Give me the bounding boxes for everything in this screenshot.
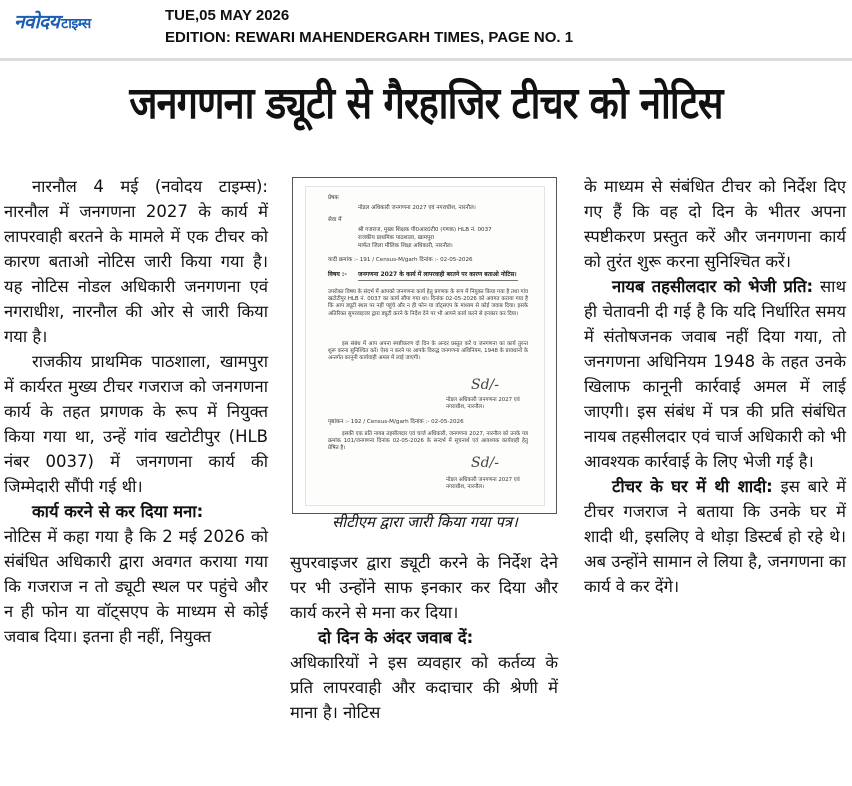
paragraph: अधिकारियों ने इस व्यवहार को कर्तव्य के प्रति लापरवाही और कदाचार की श्रेणी में माना है। नोटिस [290,653,558,722]
letter-memo: पृष्ठांकन :- 192 / Census-M/garh दिनांक :- 02-05-2026 [328,419,464,425]
article-column-1 [4,174,268,649]
letter-to-line: श्री गजराज, मुख्य शिक्षक पी0आर0टी0 (गणक) HLB नं. 0037 [358,227,492,233]
notice-letter-image [292,177,557,514]
letter-body: इसकी एक प्रति नायब तहसीलदार एवं चार्ज अधिकारी, जनगणना 2027, नारनौल को उनके पत्र क्रमांक 101/जनगणना दिनांक 02-05-2026 के सन्दर्भ में सूचनार्थ एवं आवश्यक कार्यवाही हेतु प्रेषित है। [328,431,528,452]
paragraph-text: साथ ही चेतावनी दी गई है कि यदि निर्धारित समय में संतोषजनक जवाब नहीं दिया गया, तो जनगणना अधिनियम 1948 के तहत उनके खिलाफ कानूनी कार्रवाई अमल में लाई जाएगी। इस संबंध में पत्र की प्रति संबंधित नायब तहसीलदार एवं चार्ज अधिकारी को भी आवश्यक कार्रवाई के लिए भेजी गई है। [584,277,846,471]
subheading: दो दिन के अंदर जवाब दें: [318,628,474,647]
logo-main-text: नवोदय [14,11,60,33]
letter-from-name: नोडल अधिकारी जनगणना 2027 एवं नगराधीश, नारनौल। [358,205,476,211]
paragraph [584,474,846,599]
paragraph: नोटिस में कहा गया है कि 2 मई 2026 को संबंधित अधिकारी द्वारा अवगत कराया गया कि गजराज न तो ड्यूटी स्थल पर पहुंचे और न ही फोन या वॉट्सएप के माध्यम से कोई जवाब दिया। इतना ही नहीं, नियुक्त [4,527,268,646]
paragraph: राजकीय प्राथमिक पाठशाला, खामपुरा में कार्यरत मुख्य टीचर गजराज को जनगणना कार्य के तहत प्रगणक के रूप में नियुक्त किया गया था, उन्हें गांव खटोटीपुर (HLB नंबर 0037) में जनगणना कार्य की जिम्मेदारी सौंपी गई थी। [4,352,268,496]
edition-date: TUE,05 MAY 2026 [165,7,290,24]
edition-info: EDITION: REWARI MAHENDERGARH TIMES, PAGE NO. 1 [165,29,574,46]
paragraph [584,274,846,474]
letter-memo: यादी क्रमांक :- 191 / Census-M/garh दिनांक :- 02-05-2026 [328,257,473,263]
paragraph: नारनौल 4 मई (नवोदय टाइम्स): नारनौल में जनगणना 2027 के कार्य में लापरवाही बरतने के मामले में एक टीचर को कारण बताओ नोटिस जारी किया गया है। यह नोटिस नोडल अधिकारी जनगणना एवं नगराधीश, नारनौल की ओर से जारी किया गया है। [4,177,268,346]
logo-sub-text: टाइम्स [61,16,91,32]
signature: Sd/- [471,455,499,471]
letter-subject-label: विषय :- [328,271,347,278]
paragraph: सुपरवाइजर द्वारा ड्यूटी करने के निर्देश देने पर भी उन्होंने साफ इनकार कर दिया और कार्य करने से मना कर दिया। [290,553,558,622]
figure-caption: सीटीएम द्वारा जारी किया गया पत्र। [332,513,518,531]
header-divider [0,58,852,61]
letter-signatory: नोडल अधिकारी जनगणना 2027 एवं नगराधीश, नारनौल। [446,397,520,411]
page-header [0,0,852,58]
article-column-2 [290,550,558,725]
letter-body: उपरोक्त विषय के संदर्भ में आपको जनगणना कार्य हेतु प्रगणक के रूप में नियुक्त किया गया है तथा गांव खटोटीपुर HLB नं. 0037 का कार्य सौंपा गया था। दिनांक 02-05-2026 को अवगत कराया गया है कि आप ड्यूटी स्थल पर नहीं पहुंचे और न ही फोन या वॉट्सएप के माध्यम से कोई जवाब दिया। इसके अतिरिक्त सुपरवाइजर द्वारा ड्यूटी करने के निर्देश देने पर भी आपने कार्य करने से इनकार कर दिया। [328,289,528,317]
paragraph: के माध्यम से संबंधित टीचर को निर्देश दिए गए हैं कि वह दो दिन के भीतर अपना स्पष्टीकरण प्रस्तुत करें और जनगणना कार्य को तुरंत शुरू करना सुनिश्चित करें। [584,177,846,271]
article-column-3 [584,174,846,599]
letter-subject: जनगणना 2027 के कार्य में लापरवाही बरतने पर कारण बताओ नोटिस। [358,271,517,278]
letter-body: इस संबंध में आप अपना स्पष्टीकरण दो दिन के अन्दर प्रस्तुत करें व जनगणना का कार्य तुरन्त शुरू करना सुनिश्चित करें। ऐसा न करने पर आपके विरुद्ध जनगणना अधिनियम, 1948 के प्रावधानों के अन्तर्गत कानूनी कार्यवाही अमल में लाई जाएगी। [328,341,528,362]
subheading: टीचर के घर में थी शादी: [612,477,773,496]
letter-to: सेवा में [328,217,342,223]
letter-to-line: राजकीय प्राथमिक पाठशाला, खामपुरा [358,235,434,241]
letter-paper [305,186,545,506]
letter-signatory: नोडल अधिकारी जनगणना 2027 एवं नगराधीश, नारनौल। [446,477,520,491]
subheading: नायब तहसीलदार को भेजी प्रति: [612,277,814,296]
paragraph-text: इस बारे में टीचर गजराज ने बताया कि उनके घर में शादी थी, इसलिए वे थोड़ा डिस्टर्ब हो रहे थे। अब उन्होंने सामान ले लिया है, जनगणना का कार्य वे कर देंगे। [584,477,846,596]
signature: Sd/- [471,377,499,393]
subject-underline [358,280,518,281]
newspaper-logo[interactable] [14,8,91,34]
article-headline: जनगणना ड्यूटी से गैरहाजिर टीचर को नोटिस [129,78,723,129]
letter-from: प्रेषक [328,195,339,201]
subheading: कार्य करने से कर दिया मना: [32,502,204,521]
letter-to-line: मार्फत जिला मौलिक शिक्षा अधिकारी, नारनौल। [358,243,453,249]
